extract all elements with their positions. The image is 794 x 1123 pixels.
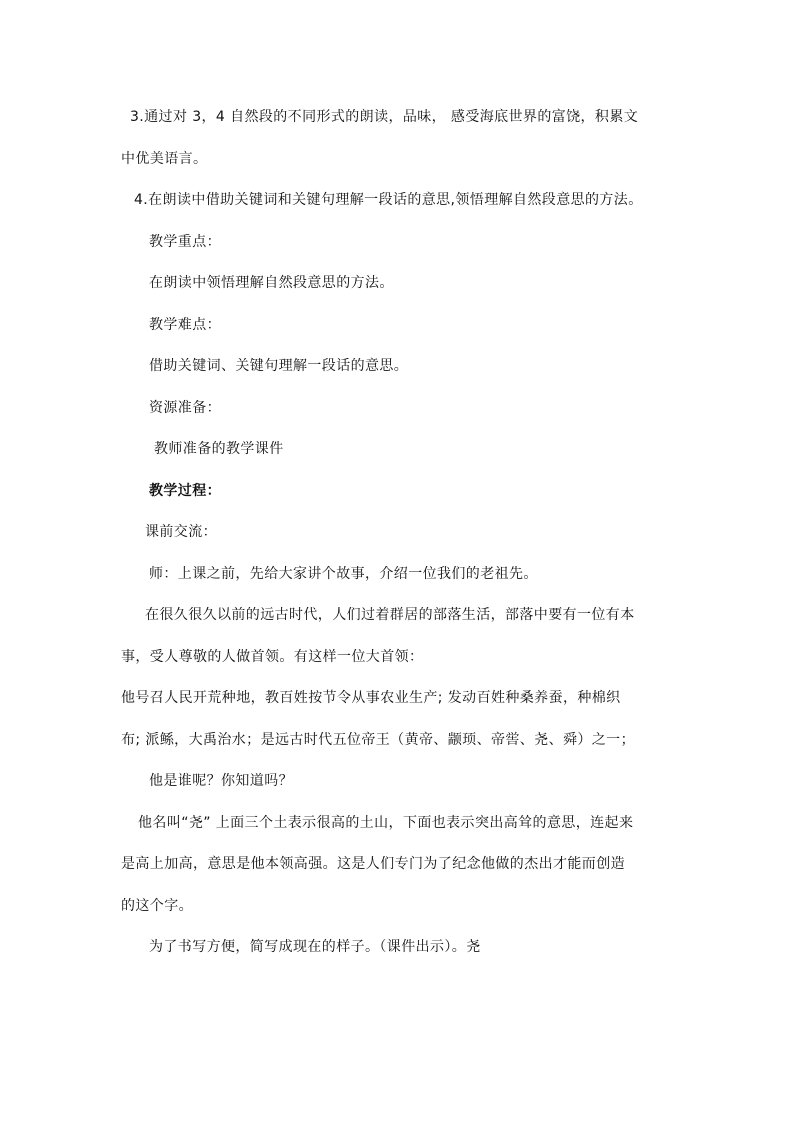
heading-resources: 资源准备： xyxy=(149,400,221,416)
heading-difficult-points: 教学难点： xyxy=(149,317,221,333)
name-explanation-line-2: 是高上加高，意思是他本领高强。这是人们专门为了纪念他做的杰出才能而创造 xyxy=(121,856,625,872)
objective-3-line-2: 中优美语言。 xyxy=(121,151,208,167)
resources-text: 教师准备的教学课件 xyxy=(154,441,284,457)
heading-teaching-process: 教学过程： xyxy=(149,483,221,499)
story-line-1: 在很久很久以前的远古时代，人们过着群居的部落生活，部落中要有一位有本 xyxy=(145,607,635,623)
heading-pre-class: 课前交流： xyxy=(145,524,217,540)
story-line-3: 他号召人民开荒种地，教百姓按节令从事农业生产; 发动百姓种桑养蚕，种棉织 xyxy=(121,690,621,706)
difficult-points-text: 借助关键词、关键句理解一段话的意思。 xyxy=(149,358,409,374)
key-points-text: 在朗读中领悟理解自然段意思的方法。 xyxy=(149,275,394,291)
objective-3-line-1: 3.通过对 3，4 自然段的不同形式的朗读，品味， 感受海底世界的富饶，积累文 xyxy=(130,109,639,125)
simplified-writing-line: 为了书写方便，简写成现在的样子。（课件出示）。尧 xyxy=(149,939,481,955)
heading-key-points: 教学重点： xyxy=(149,234,221,250)
question-line: 他是谁呢？你知道吗？ xyxy=(149,773,293,789)
objective-4-line: 4.在朗读中借助关键词和关键句理解一段话的意思,领悟理解自然段意思的方法。 xyxy=(134,192,643,208)
name-explanation-line-1: 他名叫“尧” 上面三个土表示很高的土山，下面也表示突出高耸的意思，连起来 xyxy=(138,815,634,831)
story-line-4: 布; 派鲧，大禹治水；是远古时代五位帝王（黄帝、颛顼、帝喾、尧、舜）之一； xyxy=(121,732,635,748)
name-explanation-line-3: 的这个字。 xyxy=(121,898,193,914)
story-line-2: 事，受人尊敬的人做首领。有这样一位大首领： xyxy=(121,649,424,665)
teacher-intro-line: 师：上课之前，先给大家讲个故事，介绍一位我们的老祖先。 xyxy=(149,566,538,582)
